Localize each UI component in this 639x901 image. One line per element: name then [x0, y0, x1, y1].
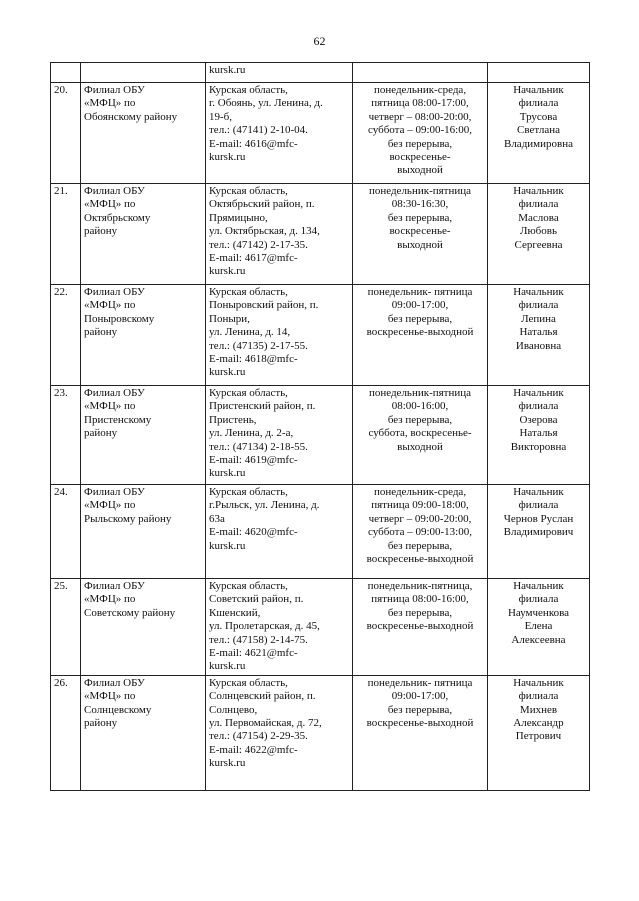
address-line: E-mail: 4620@mfc- — [209, 526, 298, 539]
head-line: Елена — [524, 620, 553, 633]
address-line: kursk.ru — [209, 265, 246, 278]
address-line: E-mail: 4622@mfc- — [209, 743, 298, 756]
address-line: ул. Пролетарская, д. 45, — [209, 620, 320, 633]
address-line: Поныри, — [209, 312, 250, 325]
hours-line: выходной — [397, 164, 443, 177]
address-line: E-mail: 4618@mfc- — [209, 353, 298, 366]
head-line: филиала — [518, 97, 559, 110]
hours-line: суббота – 09:00-16:00, — [368, 124, 472, 137]
address-line: Курская область, — [209, 286, 288, 298]
cell-address — [206, 63, 353, 83]
address-line: Поныровский район, п. — [209, 299, 319, 312]
cell-num: 26. — [51, 675, 81, 790]
hours-line: без перерыва, — [387, 606, 453, 619]
head-line: Озерова — [519, 413, 558, 426]
head-line: филиала — [518, 299, 559, 312]
cell-name — [81, 184, 206, 285]
address-line: Пристенский район, п. — [209, 400, 316, 413]
table-row — [51, 485, 590, 579]
name-line: Филиал ОБУ — [84, 486, 145, 498]
hours-line: без перерыва, — [387, 137, 453, 150]
table-row-continuation — [51, 63, 590, 83]
name-line: Рыльскому району — [84, 512, 172, 525]
name-line: району — [84, 427, 118, 440]
hours-line: без перерыва, — [387, 703, 453, 716]
hours-line: 09:00-17:00, — [391, 299, 449, 312]
name-line: Советскому району — [84, 606, 176, 619]
hours-line: воскресенье-выходной — [366, 553, 474, 566]
head-line: Трусова — [519, 110, 558, 123]
address-line: Прямицыно, — [209, 211, 268, 224]
head-line: Наумченкова — [507, 606, 570, 619]
head-line: филиала — [518, 198, 559, 211]
name-line: «МФЦ» по — [84, 499, 136, 512]
address-line: Курская область, — [209, 580, 288, 592]
cell-num: 21. — [51, 184, 81, 285]
head-line: Начальник — [513, 84, 564, 96]
address-line: тел.: (47135) 2-17-55. — [209, 339, 308, 352]
address-line: Кшенский, — [209, 606, 261, 619]
head-line: Владимировна — [503, 137, 573, 150]
table-row — [51, 579, 590, 676]
hours-line: воскресенье- — [389, 225, 451, 238]
address-line: Курская область, — [209, 84, 288, 96]
address-line: E-mail: 4616@mfc- — [209, 137, 298, 150]
head-line: Владимирович — [503, 526, 574, 539]
address-line: тел.: (47154) 2-29-35. — [209, 730, 308, 743]
head-line: филиала — [518, 690, 559, 703]
head-line: филиала — [518, 593, 559, 606]
address-line: Курская область, — [209, 486, 288, 498]
name-line: Октябрьскому — [84, 211, 151, 224]
cell-address — [206, 83, 353, 184]
head-line: Александр — [513, 717, 564, 730]
cell-head — [488, 386, 590, 485]
name-line: Филиал ОБУ — [84, 387, 145, 399]
hours-line: без перерыва, — [387, 539, 453, 552]
address-line: ул. Ленина, д. 2-а, — [209, 427, 294, 440]
address-line: ул. Первомайская, д. 72, — [209, 717, 322, 730]
address-line: E-mail: 4619@mfc- — [209, 454, 298, 467]
address-line: г.Рыльск, ул. Ленина, д. — [209, 499, 320, 512]
head-line: Начальник — [513, 286, 564, 298]
head-line: филиала — [518, 499, 559, 512]
hours-line: понедельник-среда, — [373, 486, 467, 498]
hours-line: воскресенье- — [389, 151, 451, 164]
address-line: 63а — [209, 512, 225, 525]
name-line: Филиал ОБУ — [84, 185, 145, 197]
hours-line: выходной — [397, 440, 443, 453]
address-line: Курская область, — [209, 185, 288, 197]
head-line: Светлана — [516, 124, 561, 137]
cell-head — [488, 675, 590, 790]
hours-line: без перерыва, — [387, 413, 453, 426]
name-line: «МФЦ» по — [84, 400, 136, 413]
cell-name — [81, 83, 206, 184]
address-line: ул. Октябрьская, д. 134, — [209, 225, 320, 238]
address-line: Советский район, п. — [209, 593, 304, 606]
hours-line: понедельник-пятница — [368, 185, 472, 197]
hours-line: воскресенье-выходной — [366, 326, 474, 339]
name-line: Филиал ОБУ — [84, 676, 145, 689]
head-line: Начальник — [513, 676, 564, 689]
hours-line: четверг – 09:00-20:00, — [368, 512, 472, 525]
address-line: Курская область, — [209, 387, 288, 399]
address-line: тел.: (47158) 2-14-75. — [209, 633, 308, 646]
cell-name — [81, 485, 206, 579]
cell-num: 24. — [51, 485, 81, 579]
cell-name — [81, 386, 206, 485]
cell-name — [81, 579, 206, 676]
cell-num: 22. — [51, 285, 81, 386]
hours-line: пятница 08:00-16:00, — [371, 593, 469, 606]
address-line: kursk.ru — [209, 467, 246, 480]
hours-line: понедельник-пятница, — [367, 580, 473, 592]
cell-name — [81, 675, 206, 790]
name-line: Поныровскому — [84, 312, 155, 325]
address-line: Октябрьский район, п. — [209, 198, 315, 211]
head-line: Маслова — [518, 211, 559, 224]
hours-line: 09:00-17:00, — [391, 690, 449, 703]
cell-head — [488, 184, 590, 285]
cell-num: 20. — [51, 83, 81, 184]
head-line: Михнев — [519, 703, 558, 716]
cell-address — [206, 579, 353, 676]
page-number: 62 — [313, 34, 326, 48]
cell-hours — [353, 485, 488, 579]
cell-head — [488, 285, 590, 386]
hours-line: пятница 09:00-18:00, — [371, 499, 469, 512]
hours-line: 08:30-16:30, — [391, 198, 449, 211]
address-line: Пристень, — [209, 413, 257, 426]
name-line: району — [84, 225, 118, 238]
head-line: Начальник — [513, 185, 564, 197]
cell-address — [206, 285, 353, 386]
address-line: г. Обоянь, ул. Ленина, д. — [209, 97, 323, 110]
address-line: kursk.ru — [209, 660, 246, 673]
table-row — [51, 675, 590, 790]
name-line: Обоянскому району — [84, 110, 178, 123]
hours-line: выходной — [397, 238, 443, 251]
head-line: Начальник — [513, 580, 564, 592]
cell-hours — [353, 184, 488, 285]
hours-line: без перерыва, — [387, 312, 453, 325]
table-row — [51, 83, 590, 184]
cell-hours — [353, 83, 488, 184]
hours-line: пятница 08:00-17:00, — [371, 97, 469, 110]
cell-head — [488, 579, 590, 676]
name-line: Пристенскому — [84, 413, 152, 426]
hours-line: 08:00-16:00, — [391, 400, 449, 413]
cell-name — [81, 285, 206, 386]
hours-line: понедельник-среда, — [373, 84, 467, 96]
cell-name — [81, 63, 206, 83]
address-line: kursk.ru — [209, 366, 246, 379]
head-line: Викторовна — [510, 440, 567, 453]
cell-num: 23. — [51, 386, 81, 485]
cell-hours — [353, 285, 488, 386]
name-line: «МФЦ» по — [84, 690, 136, 703]
head-line: Наталья — [519, 326, 558, 339]
name-line: Солнцевскому — [84, 703, 152, 716]
cell-address — [206, 184, 353, 285]
hours-line: воскресенье-выходной — [366, 620, 474, 633]
cell-num: 25. — [51, 579, 81, 676]
address-line: kursk.ru — [209, 757, 246, 770]
address-line: Курская область, — [209, 676, 288, 689]
table-row — [51, 285, 590, 386]
cell-head — [488, 63, 590, 83]
table-row — [51, 184, 590, 285]
head-line: Сергеевна — [514, 238, 563, 251]
name-line: «МФЦ» по — [84, 299, 136, 312]
address-line: kursk.ru — [209, 64, 246, 76]
cell-head — [488, 83, 590, 184]
hours-line: понедельник- пятница — [367, 676, 473, 689]
address-line: kursk.ru — [209, 151, 246, 164]
cell-head — [488, 485, 590, 579]
name-line: «МФЦ» по — [84, 593, 136, 606]
head-line: Наталья — [519, 427, 558, 440]
hours-line: суббота – 09:00-13:00, — [368, 526, 472, 539]
cell-hours — [353, 579, 488, 676]
address-line: Солнцевский район, п. — [209, 690, 316, 703]
cell-num — [51, 63, 81, 83]
cell-address — [206, 386, 353, 485]
cell-hours — [353, 386, 488, 485]
name-line: Филиал ОБУ — [84, 84, 145, 96]
head-line: Любовь — [520, 225, 557, 238]
address-line: ул. Ленина, д. 14, — [209, 326, 291, 339]
address-line: 19-б, — [209, 110, 233, 123]
name-line: «МФЦ» по — [84, 198, 136, 211]
cell-address — [206, 675, 353, 790]
cell-hours — [353, 675, 488, 790]
head-line: Чернов Руслан — [503, 512, 574, 525]
hours-line: без перерыва, — [387, 211, 453, 224]
table-row — [51, 386, 590, 485]
address-line: Солнцево, — [209, 703, 258, 716]
head-line: Начальник — [513, 387, 564, 399]
name-line: району — [84, 717, 118, 730]
name-line: Филиал ОБУ — [84, 580, 145, 592]
address-line: тел.: (47141) 2-10-04. — [209, 124, 308, 137]
table-body — [51, 63, 590, 791]
head-line: Ивановна — [515, 339, 562, 352]
address-line: тел.: (47142) 2-17-35. — [209, 238, 308, 251]
head-line: Алексеевна — [511, 633, 566, 646]
name-line: району — [84, 326, 118, 339]
head-line: Петрович — [515, 730, 562, 743]
address-line: kursk.ru — [209, 539, 246, 552]
head-line: Лепина — [521, 312, 556, 325]
branches-table — [50, 62, 590, 791]
address-line: тел.: (47134) 2-18-55. — [209, 440, 308, 453]
hours-line: понедельник-пятница — [368, 387, 472, 399]
address-line: E-mail: 4621@mfc- — [209, 647, 298, 660]
hours-line: понедельник- пятница — [367, 286, 473, 298]
hours-line: четверг – 08:00-20:00, — [368, 110, 472, 123]
name-line: «МФЦ» по — [84, 97, 136, 110]
name-line: Филиал ОБУ — [84, 286, 145, 298]
head-line: филиала — [518, 400, 559, 413]
head-line: Начальник — [513, 486, 564, 498]
cell-address — [206, 485, 353, 579]
hours-line: воскресенье-выходной — [366, 717, 474, 730]
hours-line: суббота, воскресенье- — [368, 427, 472, 440]
address-line: E-mail: 4617@mfc- — [209, 252, 298, 265]
cell-hours — [353, 63, 488, 83]
